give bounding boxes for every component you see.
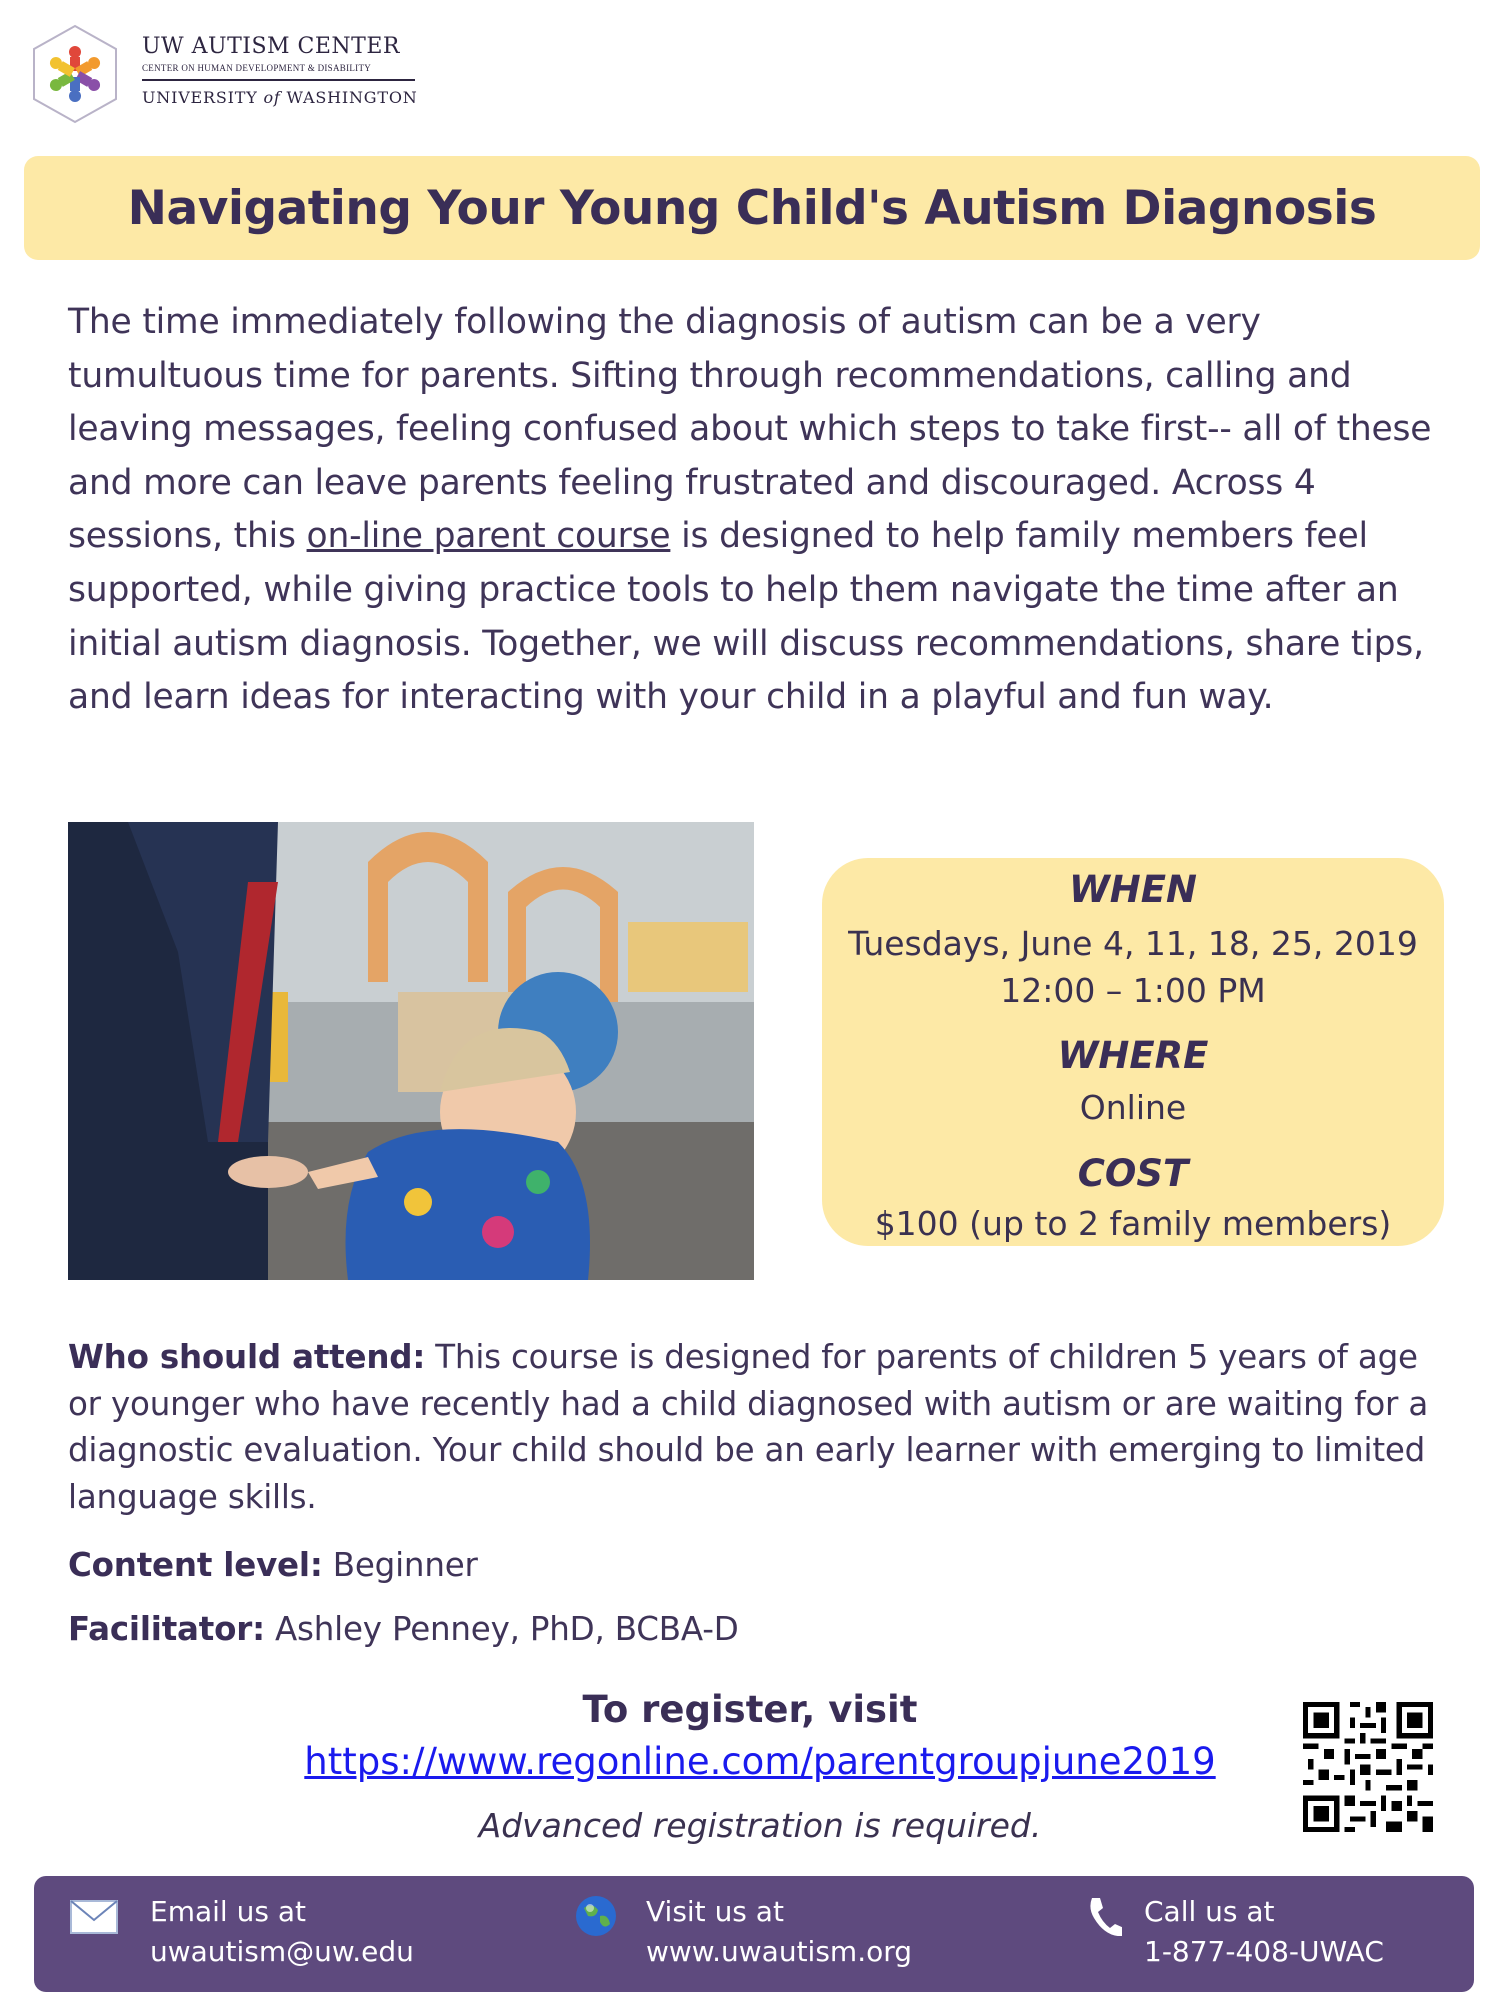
registration-link[interactable]: https://www.regonline.com/parentgroupjune2019: [304, 1740, 1216, 1783]
who-should-attend: Who should attend: This course is designed for parents of children 5 years of age or younger who have recently had a child diagnosed with autism or are waiting for a diagnostic evaluation. Your child should be an early learner with emerging to limited language skills.: [68, 1338, 1429, 1516]
header-divider: [142, 79, 415, 81]
website-contact[interactable]: Visit us at www.uwautism.org: [646, 1895, 913, 1968]
parent-child-photo: [68, 822, 754, 1280]
qr-code[interactable]: [1303, 1702, 1433, 1832]
phone-contact[interactable]: Call us at 1-877-408-UWAC: [1144, 1895, 1384, 1968]
page-title: Navigating Your Young Child's Autism Diagnosis: [127, 180, 1377, 236]
registration-note: Advanced registration is required.: [478, 1806, 1042, 1845]
event-details-box: [822, 858, 1444, 1246]
globe-icon: [574, 1894, 618, 1938]
org-name: UW AUTISM CENTER: [142, 34, 400, 59]
university-name: UNIVERSITY of WASHINGTON: [142, 88, 418, 107]
where-value: Online: [1079, 1088, 1187, 1127]
envelope-icon: [70, 1900, 118, 1934]
title-banner: [24, 156, 1480, 260]
when-time: 12:00 – 1:00 PM: [1000, 971, 1266, 1010]
uw-autism-logo: [30, 24, 120, 124]
phone-icon: [1086, 1896, 1122, 1936]
where-label: WHERE: [1057, 1034, 1209, 1077]
when-dates: Tuesdays, June 4, 11, 18, 25, 2019: [848, 924, 1418, 963]
when-label: WHEN: [1068, 868, 1198, 911]
org-subtitle: CENTER ON HUMAN DEVELOPMENT & DISABILITY: [142, 63, 372, 73]
online-course-link[interactable]: on-line parent course: [306, 516, 671, 557]
cost-value: $100 (up to 2 family members): [874, 1204, 1392, 1243]
contact-footer: [34, 1876, 1474, 1992]
cost-label: COST: [1077, 1152, 1189, 1195]
intro-paragraph: The time immediately following the diagnosis of autism can be a very tumultuous time for parents. Sifting through recommendations, calling and leaving messages, feeling confused about which steps to take first-- all of these and more can leave parents feeling frustrated and discouraged. Across 4 sessions, this on-line parent course is designed to help family members feel supported, while giving practice tools to help them navigate the time after an initial autism diagnosis. Together, we will discuss recommendations, share tips, and learn ideas for interacting with your child in a playful and fun way.: [68, 302, 1432, 718]
register-heading: To register, visit: [582, 1688, 918, 1731]
facilitator: Facilitator: Ashley Penney, PhD, BCBA-D: [68, 1610, 739, 1648]
email-contact[interactable]: Email us at uwautism@uw.edu: [150, 1895, 414, 1968]
content-level: Content level: Beginner: [68, 1546, 478, 1584]
